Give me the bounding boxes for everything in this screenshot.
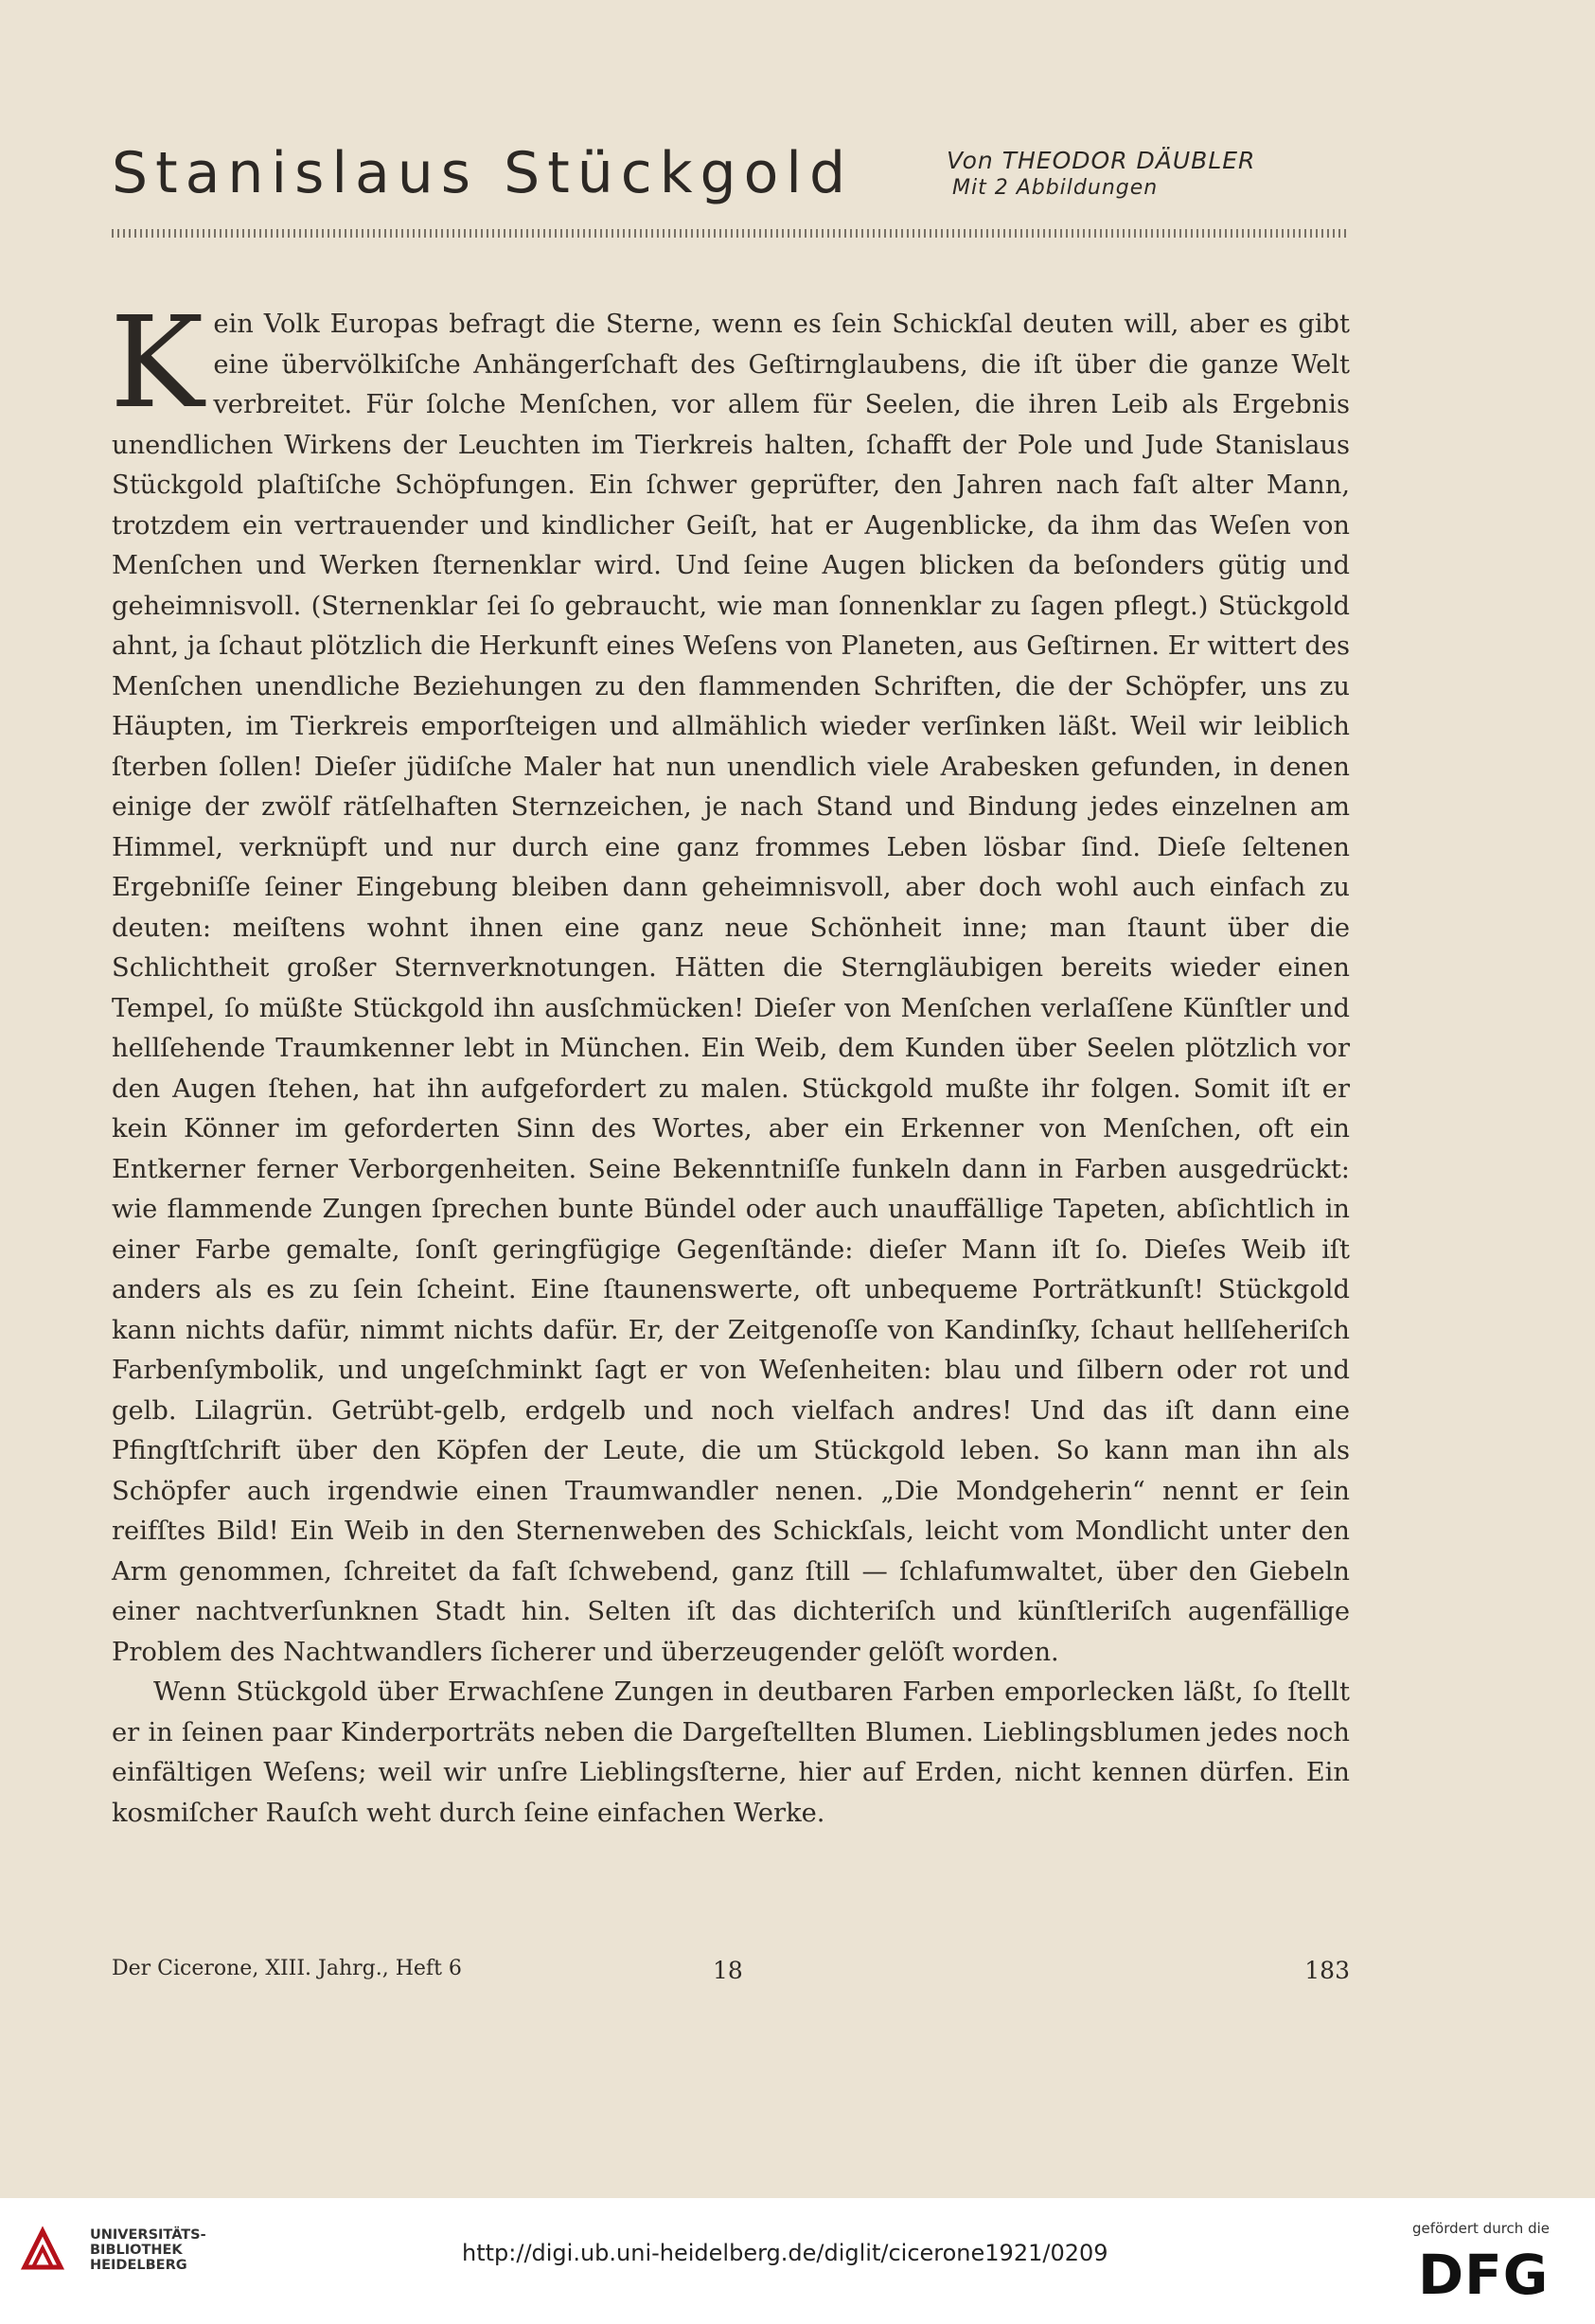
library-name — [90, 2227, 206, 2273]
illustration-note: Mit 2 Abbildungen — [952, 176, 1159, 200]
page-number: 183 — [1304, 1957, 1350, 1984]
drop-cap: K — [110, 291, 204, 436]
article-body — [110, 291, 1350, 1834]
library-name-line: UNIVERSITÄTS- — [90, 2227, 206, 2243]
university-library-logo-icon[interactable] — [15, 2222, 70, 2277]
library-name-line: HEIDELBERG — [90, 2258, 187, 2273]
paragraph-1-text: ein Volk Europas befragt die Sterne, wenn es ſein Schickſal deuten will, aber es gibt eine übervölkiſche Anhängerſchaft des Geſtirnglaubens, die iſt über die ganze Welt verbreitet. Für ſolche Menſchen, vor allem für Seelen, die ihren Leib als Ergebnis unendlichen Wirkens der Leuchten im Tierkreis halten, ſchafft der Pole und Jude Stanislaus Stückgold plaſtiſche Schöpfungen. Ein ſchwer geprüfter, den Jahren nach faſt alter Mann, trotzdem ein vertrauender und kindlicher Geiſt, hat er Augenblicke, da ihm das Weſen von Menſchen und Werken ſternenklar wird. Und ſeine Augen blicken da beſonders gütig und geheimnisvoll. (Sternenklar ſei ſo gebraucht, wie man ſonnenklar zu ſagen pflegt.) Stückgold ahnt, ja ſchaut plötzlich die Herkunft eines Weſens von Planeten, aus Geſtirnen. Er wittert des Menſchen unendliche Beziehungen zu den flammenden Schriften, die der Schöpfer, uns zu Häupten, im Tierkreis emporſteigen und allmählich wieder verſinken läßt. Weil wir leiblich ſterben ſollen! Dieſer jüdiſche Maler hat nun unendlich viele Arabesken gefunden, in denen einige der zwölf rätſelhaften Sternzeichen, je nach Stand und Bindung jedes einzelnen am Himmel, verknüpft und nur durch eine ganz frommes Leben lösbar ſind. Dieſe ſeltenen Ergebniſſe ſeiner Eingebung bleiben dann geheimnisvoll, aber doch wohl auch einfach zu deuten: meiſtens wohnt ihnen eine ganz neue Schönheit inne; man ſtaunt über die Schlichtheit großer Sternverknotungen. Hätten die Sterngläubigen bereits wieder einen Tempel, ſo müßte Stückgold ihn ausſchmücken! Dieſer von Menſchen verlaſſene Künſtler und hellſehende Traumkenner lebt in München. Ein Weib, dem Kunden über Seelen plötzlich vor den Augen ſtehen, hat ihn aufgefordert zu malen. Stückgold mußte ihr folgen. Somit iſt er kein Könner im geforderten Sinn des Wortes, aber ein Erkenner von Menſchen, oft ein Entkerner ferner Verborgenheiten. Seine Bekenntniſſe funkeln dann in Farben ausgedrückt: wie flammende Zungen ſprechen bunte Bündel oder auch unauffällige Tapeten, abſichtlich in einer Farbe gemalte, ſonſt geringfügige Gegenſtände: dieſer Mann iſt ſo. Dieſes Weib iſt anders als es zu ſein ſcheint. Eine ſtaunenswerte, oft unbequeme Porträtkunſt! Stückgold kann nichts dafür, nimmt nichts dafür. Er, der Zeitgenoſſe von Kandinſky, ſchaut hellſeheriſch Farbenſymbolik, und ungeſchminkt ſagt er von Weſenheiten: blau und ſilbern oder rot und gelb. Lilagrün. Getrübt-gelb, erdgelb und noch vielfach andres! Und das iſt dann eine Pfingſtſchrift über den Köpfen der Leute, die um Stückgold leben. So kann man ihn als Schöpfer auch irgendwie einen Traumwandler nenen. „Die Mondgeherin“ nennt er ſein reifſtes Bild! Ein Weib in den Sternenweben des Schickſals, leicht vom Mondlicht unter den Arm genommen, ſchreitet da faſt ſchwebend, ganz ſtill — ſchlafumwaltet, über den Giebeln einer nachtverſunknen Stadt hin. Selten iſt das dichteriſch und künſtleriſch augenfällige Problem des Nachtwandlers ſicherer und überzeugender gelöſt worden. — [112, 310, 1350, 1667]
paragraph-2: Wenn Stückgold über Erwachſene Zungen in deutbaren Farben emporlecken läßt, ſo ſtellt er in ſeinen paar Kinderporträts neben die Dargeſtellten Blumen. Lieblingsblumen jedes noch einfältigen Weſens; weil wir unſre Lieblingsſterne, hier auf Erden, nicht kennen dürfen. Ein kosmiſcher Rauſch weht durch ſeine einfachen Werke. — [112, 1677, 1350, 1828]
dotted-rule — [112, 229, 1350, 238]
library-name-line: BIBLIOTHEK — [90, 2243, 183, 2258]
dfg-logo[interactable]: DFG — [1418, 2243, 1550, 2307]
article-title: Stanislaus Stückgold — [112, 140, 854, 206]
funding-note: gefördert durch die — [1412, 2220, 1550, 2237]
page-footer — [112, 1957, 1350, 1991]
journal-reference: Der Cicerone, XIII. Jahrg., Heft 6 — [112, 1957, 462, 1980]
author-line: Von THEODOR DÄUBLER — [947, 147, 1256, 174]
paragraph-1 — [110, 291, 1350, 1673]
byline — [947, 147, 1354, 200]
permalink-url[interactable]: http://digi.ub.uni-heidelberg.de/diglit/cicerone1921/0209 — [462, 2240, 1108, 2266]
printer-signature: 18 — [713, 1957, 743, 1984]
